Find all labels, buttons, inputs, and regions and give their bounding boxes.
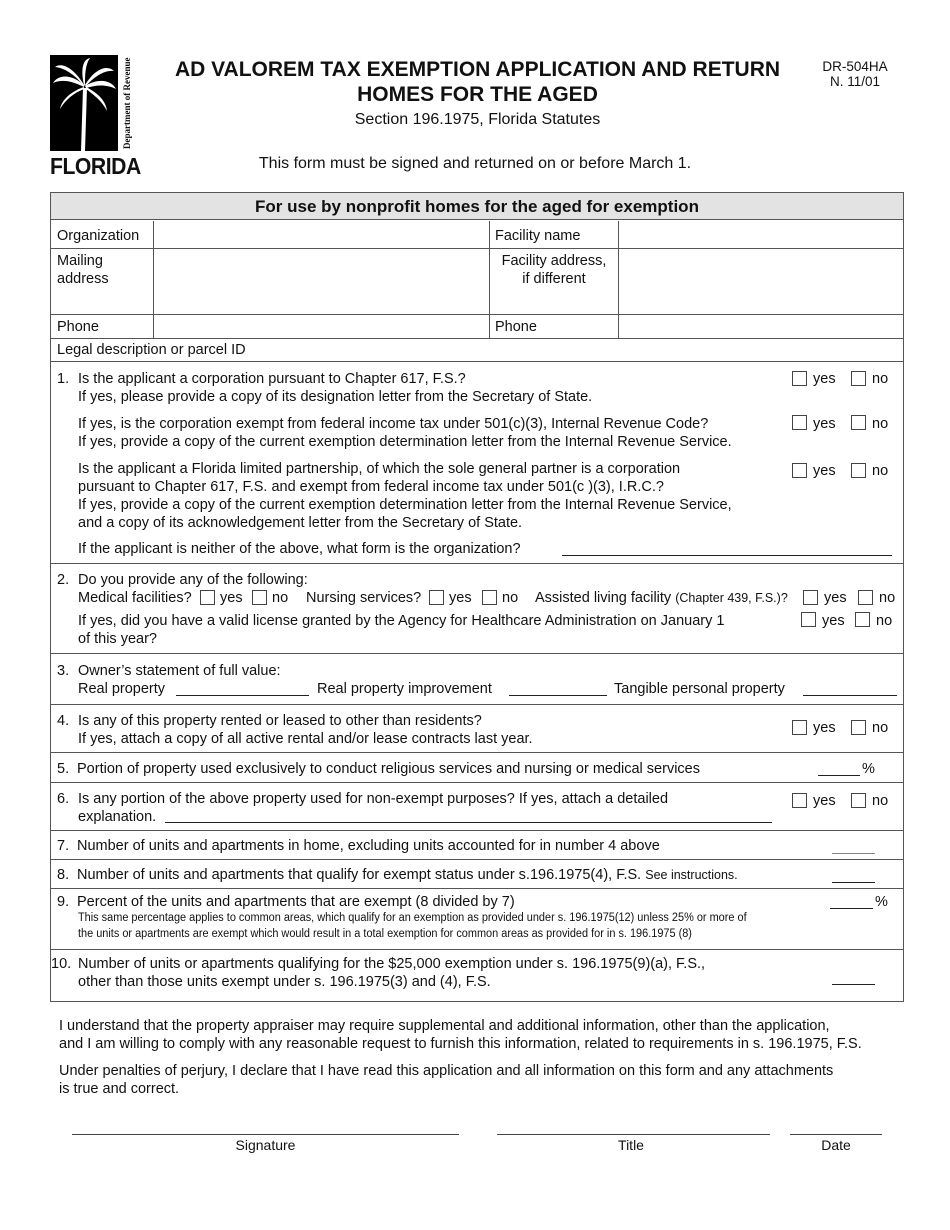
grid-line bbox=[153, 221, 154, 338]
q10-number: 10. bbox=[51, 956, 72, 972]
divider bbox=[51, 338, 903, 339]
florida-dor-logo bbox=[50, 55, 141, 179]
divider bbox=[51, 361, 903, 362]
logo-dept-text: Department of Revenue bbox=[122, 57, 132, 149]
q9-percent-field[interactable] bbox=[830, 908, 873, 909]
yes-label: yes bbox=[449, 590, 472, 606]
no-label: no bbox=[872, 371, 889, 387]
q6-text-2: explanation. bbox=[78, 809, 157, 825]
q5-number: 5. bbox=[57, 761, 70, 777]
signature-label: Signature bbox=[235, 1137, 296, 1153]
q6-text-1: Is any portion of the above property used for non-exempt purposes? If yes, attach a detailed bbox=[78, 791, 669, 807]
yes-label: yes bbox=[824, 590, 847, 606]
q1b-yes-checkbox[interactable] bbox=[792, 415, 807, 430]
mailing-address-label: Mailing address bbox=[57, 253, 109, 287]
q9-text-1: Percent of the units and apartments that are exempt (8 divided by 7) bbox=[77, 894, 515, 910]
medical-no-checkbox[interactable] bbox=[252, 590, 267, 605]
divider bbox=[51, 248, 903, 249]
yes-label: yes bbox=[813, 416, 836, 432]
q6-no-checkbox[interactable] bbox=[851, 793, 866, 808]
mailing-address-field[interactable] bbox=[155, 250, 488, 313]
divider bbox=[51, 653, 903, 654]
q10-text-1: Number of units or apartments qualifying for the $25,000 exemption under s. 196.1975(9)(a), F.S., bbox=[78, 956, 706, 972]
q2-number: 2. bbox=[57, 572, 70, 588]
divider bbox=[51, 314, 903, 315]
improvement-label: Real property improvement bbox=[317, 681, 492, 697]
q9-number: 9. bbox=[57, 894, 70, 910]
form-heading: For use by nonprofit homes for the aged for exemption bbox=[51, 193, 903, 220]
q4-text-2: If yes, attach a copy of all active rental and/or lease contracts last year. bbox=[78, 731, 533, 747]
medical-yes-checkbox[interactable] bbox=[200, 590, 215, 605]
improvement-field[interactable] bbox=[509, 695, 607, 696]
facility-name-field[interactable] bbox=[620, 222, 902, 247]
q1-text-a1: Is the applicant a corporation pursuant to Chapter 617, F.S.? bbox=[78, 371, 466, 387]
nursing-yes-checkbox[interactable] bbox=[429, 590, 444, 605]
q2-license-2: of this year? bbox=[78, 631, 157, 647]
nursing-no-checkbox[interactable] bbox=[482, 590, 497, 605]
date-line[interactable] bbox=[790, 1134, 882, 1135]
q1-text-c4: and a copy of its acknowledgement letter from the Secretary of State. bbox=[78, 515, 523, 531]
phone-field[interactable] bbox=[155, 316, 488, 337]
grid-line bbox=[489, 221, 490, 338]
no-label: no bbox=[872, 793, 889, 809]
q8-units-field[interactable] bbox=[832, 882, 875, 883]
q1-text-c2: pursuant to Chapter 617, F.S. and exempt from federal income tax under 501(c )(3), I.R.C.? bbox=[78, 479, 664, 495]
statement-paragraph-2: Under penalties of perjury, I declare that I have read this application and all information on this form and any attachments is true and correct. bbox=[59, 1063, 834, 1097]
yes-label: yes bbox=[813, 371, 836, 387]
no-label: no bbox=[872, 463, 889, 479]
assisted-yes-checkbox[interactable] bbox=[803, 590, 818, 605]
logo-word: FLORIDA bbox=[50, 153, 141, 179]
yes-label: yes bbox=[822, 613, 845, 629]
form-revision: N. 11/01 bbox=[829, 74, 881, 89]
no-label: no bbox=[879, 590, 896, 606]
nursing-label: Nursing services? bbox=[306, 590, 422, 606]
percent-sign: % bbox=[862, 761, 875, 777]
divider bbox=[51, 752, 903, 753]
q1c-no-checkbox[interactable] bbox=[851, 463, 866, 478]
q1a-no-checkbox[interactable] bbox=[851, 371, 866, 386]
q1-text-c1: Is the applicant a Florida limited partnership, of which the sole general partner is a corporation bbox=[78, 461, 681, 477]
divider bbox=[51, 704, 903, 705]
q1-text-b1: If yes, is the corporation exempt from federal income tax under 501(c)(3), Internal Revenue Code? bbox=[78, 416, 709, 432]
q7-units-field[interactable] bbox=[832, 853, 875, 854]
facility-name-label: Facility name bbox=[495, 228, 581, 244]
tangible-label: Tangible personal property bbox=[614, 681, 785, 697]
q7-number: 7. bbox=[57, 838, 70, 854]
yes-label: yes bbox=[813, 720, 836, 736]
date-label: Date bbox=[821, 1137, 851, 1153]
no-label: no bbox=[872, 416, 889, 432]
deadline-notice: This form must be signed and returned on or before March 1. bbox=[258, 155, 692, 172]
license-no-checkbox[interactable] bbox=[855, 612, 870, 627]
q8-number: 8. bbox=[57, 867, 70, 883]
statement-paragraph-1: I understand that the property appraiser may require supplemental and additional information, other than the application, and I am willing to comply with any reasonable request to furnish this information, related to requirements in s. 196.1975, F.S. bbox=[59, 1018, 862, 1052]
q10-units-field[interactable] bbox=[832, 984, 875, 985]
assisted-living-label: Assisted living facility (Chapter 439, F.S.)? bbox=[535, 590, 788, 606]
form-title bbox=[150, 57, 805, 107]
q5-text: Portion of property used exclusively to conduct religious services and nursing or medical services bbox=[77, 761, 700, 777]
q1b-no-checkbox[interactable] bbox=[851, 415, 866, 430]
organization-label: Organization bbox=[57, 228, 140, 244]
q4-number: 4. bbox=[57, 713, 70, 729]
title-line-2: HOMES FOR THE AGED bbox=[357, 83, 598, 106]
q2-license-1: If yes, did you have a valid license granted by the Agency for Healthcare Administration on January 1 bbox=[78, 613, 725, 629]
divider bbox=[51, 830, 903, 831]
q10-text-2: other than those units exempt under s. 196.1975(3) and (4), F.S. bbox=[78, 974, 491, 990]
title-label: Title bbox=[618, 1137, 644, 1153]
divider bbox=[51, 888, 903, 889]
no-label: no bbox=[876, 613, 893, 629]
divider bbox=[51, 859, 903, 860]
yes-label: yes bbox=[220, 590, 243, 606]
q1-number: 1. bbox=[57, 371, 70, 387]
percent-sign: % bbox=[875, 894, 888, 910]
divider bbox=[51, 949, 903, 950]
q1-text-c3: If yes, provide a copy of the current exemption determination letter from the Internal Revenue Service, bbox=[78, 497, 732, 513]
facility-phone-field[interactable] bbox=[620, 316, 902, 337]
grid-line bbox=[618, 221, 619, 338]
yes-label: yes bbox=[813, 793, 836, 809]
q1a-yes-checkbox[interactable] bbox=[792, 371, 807, 386]
q6-number: 6. bbox=[57, 791, 70, 807]
q5-percent-field[interactable] bbox=[818, 775, 860, 776]
q1c-yes-checkbox[interactable] bbox=[792, 463, 807, 478]
q1-text-a2: If yes, please provide a copy of its designation letter from the Secretary of State. bbox=[78, 389, 593, 405]
q7-text: Number of units and apartments in home, excluding units accounted for in number 4 above bbox=[77, 838, 660, 854]
divider bbox=[51, 563, 903, 564]
q3-number: 3. bbox=[57, 663, 70, 679]
organization-form-field[interactable] bbox=[562, 555, 892, 556]
q9-note-1: This same percentage applies to common areas, which qualify for an exemption as provided under s. 196.1975(12) unless 25% or more of bbox=[78, 912, 747, 924]
organization-field[interactable] bbox=[155, 222, 488, 247]
no-label: no bbox=[502, 590, 519, 606]
facility-address-label: Facility address, if different bbox=[501, 253, 607, 287]
title-line[interactable] bbox=[497, 1134, 770, 1135]
facility-phone-label: Phone bbox=[495, 319, 537, 335]
q3-text-1: Owner’s statement of full value: bbox=[78, 663, 281, 679]
assisted-no-checkbox[interactable] bbox=[858, 590, 873, 605]
no-label: no bbox=[872, 720, 889, 736]
phone-label: Phone bbox=[57, 319, 99, 335]
legal-description-label: Legal description or parcel ID bbox=[57, 342, 246, 358]
divider bbox=[51, 782, 903, 783]
tangible-field[interactable] bbox=[803, 695, 897, 696]
facility-address-field[interactable] bbox=[620, 250, 902, 313]
form-number-block bbox=[805, 59, 905, 89]
q6-explanation-field[interactable] bbox=[165, 822, 772, 823]
q8-text: Number of units and apartments that qualify for exempt status under s.196.1975(4), F.S. See instructions. bbox=[77, 867, 738, 883]
real-property-label: Real property bbox=[78, 681, 166, 697]
q4-yes-checkbox[interactable] bbox=[792, 720, 807, 735]
q1-text-b2: If yes, provide a copy of the current exemption determination letter from the Internal Revenue Service. bbox=[78, 434, 732, 450]
q2-text-1: Do you provide any of the following: bbox=[78, 572, 308, 588]
license-yes-checkbox[interactable] bbox=[801, 612, 816, 627]
q9-note-2: the units or apartments are exempt which would result in a total exemption for common areas as provided for in s. 196.1975 (8) bbox=[78, 928, 692, 940]
no-label: no bbox=[272, 590, 289, 606]
form-number: DR-504HA bbox=[822, 59, 888, 74]
real-property-field[interactable] bbox=[176, 695, 309, 696]
q1-text-d: If the applicant is neither of the above, what form is the organization? bbox=[78, 541, 521, 557]
legal-description-field[interactable] bbox=[265, 340, 901, 360]
statute-reference: Section 196.1975, Florida Statutes bbox=[354, 111, 601, 128]
q4-text-1: Is any of this property rented or leased to other than residents? bbox=[78, 713, 482, 729]
medical-label: Medical facilities? bbox=[78, 590, 192, 606]
signature-line[interactable] bbox=[72, 1134, 459, 1135]
q4-no-checkbox[interactable] bbox=[851, 720, 866, 735]
q6-yes-checkbox[interactable] bbox=[792, 793, 807, 808]
yes-label: yes bbox=[813, 463, 836, 479]
title-line-1: AD VALOREM TAX EXEMPTION APPLICATION AND RETURN bbox=[174, 58, 781, 81]
